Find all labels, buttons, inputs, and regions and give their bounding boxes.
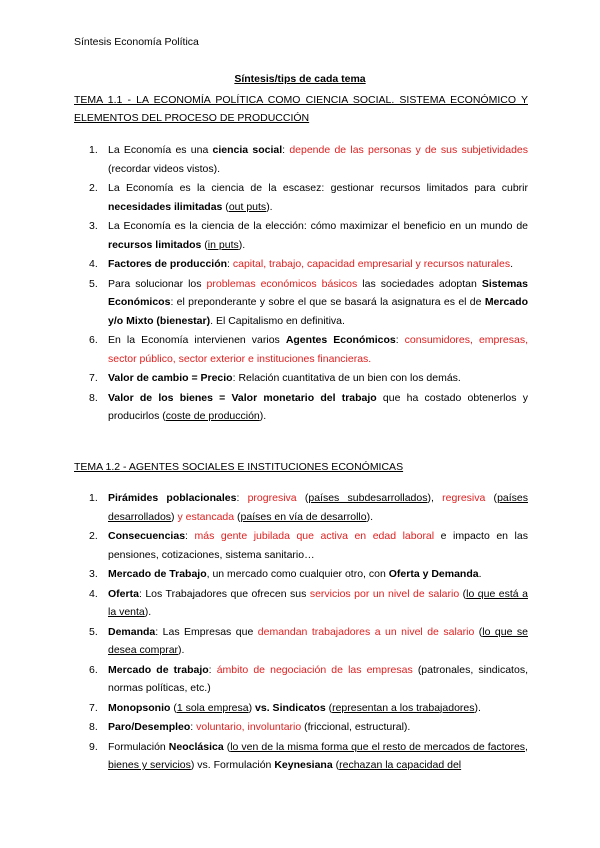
list-item-text: progresiva <box>247 492 297 504</box>
list-item-number: 3. <box>89 220 98 232</box>
list-item-text: las sociedades adoptan <box>357 277 482 290</box>
list-item-text: servicios por un nivel de salario <box>309 587 460 600</box>
list-item-text: Consecuencias <box>108 530 186 542</box>
list-item-number: 6. <box>89 334 98 346</box>
list-item-number: 9. <box>89 740 98 753</box>
list-item-text: Sistemas Económicos <box>108 277 528 308</box>
list-item-text: En la Economía intervienen varios <box>108 334 286 346</box>
list-item-text: . <box>478 568 482 580</box>
list-item <box>74 718 528 737</box>
list-item-number: 7. <box>89 701 98 714</box>
list-item-text: (recordar videos vistos). <box>108 162 221 175</box>
list-item <box>74 255 528 274</box>
section-heading-1: TEMA 1.1 - LA ECONOMÍA POLÍTICA COMO CIENCIA SOCIAL. SISTEMA ECONÓMICO Y ELEMENTOS DEL PROCESO DE PRODUCCIÓN <box>74 94 528 124</box>
list-item-text: Neoclásica <box>168 740 224 753</box>
list-item-text: Factores de producción <box>108 258 228 270</box>
list-item-text: representan a los trabajadores <box>332 701 475 714</box>
list-item-text: : <box>190 721 197 733</box>
list-item <box>74 275 528 331</box>
list-item-text: lo ven de la misma forma que el resto de mercados de factores, bienes y servicios <box>108 740 528 771</box>
list-item <box>74 489 528 526</box>
list-item-number: 4. <box>89 258 98 270</box>
list-item-text: ). <box>259 410 267 422</box>
list-item-number: 4. <box>89 587 98 600</box>
list-item-text: e impacto en las pensiones, cotizaciones, sistema sanitario… <box>108 530 528 561</box>
list-item-text: ( <box>296 492 309 504</box>
list-item-text: (patronales, sindicatos, normas políticas, etc.) <box>108 663 528 694</box>
list-item-text: ). <box>474 701 481 714</box>
list-item-text: Valor de cambio = Precio <box>108 372 233 384</box>
list-item <box>74 141 528 178</box>
list-item-text: voluntario, involuntario <box>196 721 302 733</box>
list-item-text: Paro/Desempleo <box>108 721 191 733</box>
list-item-text: ). <box>178 644 185 656</box>
list-item-text: Mercado y/o Mixto (bienestar) <box>108 296 528 327</box>
list-item-text: países subdesarrollados <box>308 492 428 504</box>
list-item-text: necesidades ilimitadas <box>108 200 223 213</box>
list-item-text: : <box>282 144 290 156</box>
list-item <box>74 179 528 216</box>
list-item-text: rechazan la capacidad del <box>339 759 462 771</box>
list-item-text: Oferta <box>108 587 139 600</box>
list-item-text: lo que está a la venta <box>108 587 528 618</box>
list-item-text: ciencia social <box>212 144 283 156</box>
list-item-text: capital, trabajo, capacidad empresarial y recursos naturales <box>232 258 511 270</box>
list-item-text: Monopsonio <box>108 701 171 714</box>
list-item-text: Para solucionar los <box>108 277 207 290</box>
list-item-text: países en vía de desarrollo <box>240 510 367 523</box>
list-item <box>74 389 528 426</box>
list-item-text: lo que se desea comprar <box>108 625 528 656</box>
list-item <box>74 369 528 388</box>
list-item-text: in puts <box>207 238 239 251</box>
list-item-text: ). <box>144 606 152 618</box>
list-item-text: La Economía es una <box>108 144 213 156</box>
list-item-text: : <box>395 334 405 346</box>
list-item-text: (friccional, estructural). <box>301 721 411 733</box>
list-item-text: : Las Empresas que <box>155 625 258 638</box>
list-item-text: vs. Sindicatos <box>255 701 326 714</box>
list-item-text: regresiva <box>442 492 486 504</box>
list-item-text: Demanda <box>108 625 156 638</box>
list-item <box>74 738 528 775</box>
list-item-text: : <box>227 258 233 270</box>
list-item-text: ). <box>238 238 246 251</box>
list-item-text: . <box>510 258 514 270</box>
list-item-text: Agentes Económicos <box>285 334 396 346</box>
list-item-text: ( <box>485 492 498 504</box>
list-item-text: Valor de los bienes = Valor monetario del trabajo <box>108 391 377 404</box>
list-item-text: , un mercado como cualquier otro, con <box>206 568 389 580</box>
list-item-text: coste de producción <box>165 410 260 422</box>
list-item <box>74 661 528 698</box>
section-heading-2: TEMA 1.2 - AGENTES SOCIALES E INSTITUCIONES ECONÓMICAS <box>74 461 404 473</box>
list-item-text: que ha costado obtenerlos y producirlos ( <box>108 391 528 422</box>
list-item <box>74 565 528 584</box>
list-item-text: recursos limitados <box>108 238 202 251</box>
list-item-text: Mercado de Trabajo <box>108 568 207 580</box>
list-item-text: Pirámides poblacionales <box>108 492 237 504</box>
list-item-number: 7. <box>89 372 98 384</box>
list-item-text: ). <box>266 200 273 213</box>
list-item-number: 2. <box>89 530 98 542</box>
list-item-text: ). <box>366 510 374 523</box>
section-list-1 <box>74 141 528 427</box>
list-item-text: La Economía es la ciencia de la elección: cómo maximizar el beneficio en un mundo de <box>108 220 528 232</box>
list-item <box>74 331 528 368</box>
list-item-text: . El Capitalismo en definitiva. <box>210 314 345 327</box>
list-item-text: consumidores, empresas, sector público, sector exterior e instituciones financieras. <box>108 334 528 365</box>
list-item-text: depende de las personas y de sus subjetividades <box>289 144 529 156</box>
list-item-text: ( <box>325 701 333 714</box>
list-item-text: y estancada <box>177 510 235 523</box>
section-list-2 <box>74 489 528 776</box>
list-item-number: 1. <box>89 492 98 504</box>
list-item-text: ) <box>248 701 256 714</box>
list-item-text: La Economía es la ciencia de la escasez: gestionar recursos limitados para cubrir <box>108 182 528 194</box>
list-item-number: 3. <box>89 568 98 580</box>
list-item <box>74 217 528 254</box>
list-item-text: ( <box>332 759 340 771</box>
list-item-text: : <box>208 663 217 676</box>
list-item <box>74 699 528 718</box>
list-item <box>74 527 528 564</box>
list-item-text: países desarrollados <box>108 492 528 523</box>
list-item-text: ), <box>427 492 443 504</box>
list-item-number: 2. <box>89 182 98 194</box>
list-item-text: más gente jubilada que activa en edad laboral <box>194 530 435 542</box>
list-item <box>74 623 528 660</box>
list-item <box>74 585 528 622</box>
list-item-text: problemas económicos básicos <box>206 277 358 290</box>
list-item-number: 8. <box>89 391 98 404</box>
list-item-text: : el preponderante y sobre el que se basará la asignatura es el de <box>170 296 485 308</box>
list-item-number: 8. <box>89 721 98 733</box>
list-item-text: out puts <box>228 200 267 213</box>
list-item-text: ( <box>223 740 231 753</box>
list-item-text: ( <box>459 587 467 600</box>
list-item-text: : <box>236 492 248 504</box>
list-item-text: ) vs. Formulación <box>190 759 275 771</box>
list-item-number: 5. <box>89 277 98 290</box>
list-item-text: ( <box>201 238 208 251</box>
list-item-text: : Los Trabajadores que ofrecen sus <box>138 587 310 600</box>
list-item-text: Formulación <box>108 740 169 753</box>
list-item-text: Oferta y Demanda <box>388 568 479 580</box>
list-item-number: 1. <box>89 144 98 156</box>
list-item-text: ámbito de negociación de las empresas <box>216 663 413 676</box>
list-item-number: 5. <box>89 625 98 638</box>
list-item-text: ( <box>234 510 241 523</box>
list-item-text: 1 sola empresa <box>176 701 249 714</box>
list-item-text: ) <box>171 510 178 523</box>
list-item-text: : <box>185 530 195 542</box>
list-item-text: Mercado de trabajo <box>108 663 209 676</box>
list-item-text: ( <box>474 625 483 638</box>
list-item-text: ( <box>222 200 229 213</box>
list-item-number: 6. <box>89 663 98 676</box>
document-title: Síntesis/tips de cada tema <box>234 73 366 85</box>
page-header: Síntesis Economía Política <box>74 36 199 48</box>
list-item-text: Keynesiana <box>274 759 333 771</box>
list-item-text: : Relación cuantitativa de un bien con los demás. <box>232 372 461 384</box>
list-item-text: demandan trabajadores a un nivel de salario <box>257 625 475 638</box>
list-item-text: ( <box>170 701 177 714</box>
